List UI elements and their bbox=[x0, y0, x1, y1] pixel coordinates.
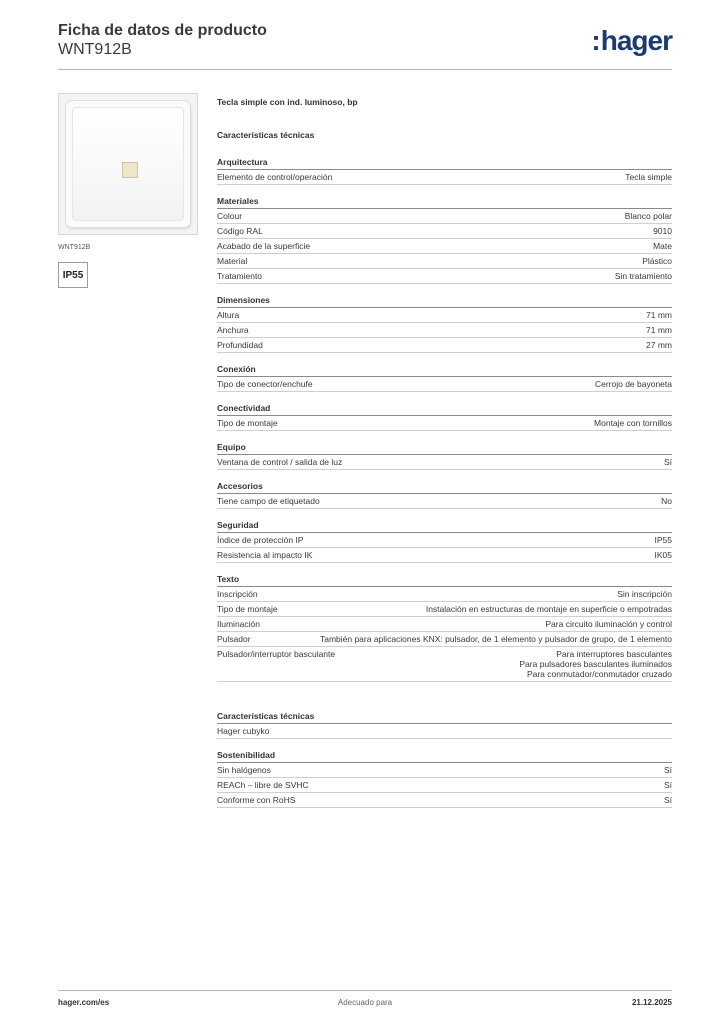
spec-group-title: Características técnicas bbox=[217, 711, 672, 724]
spec-value: Para interruptores basculantes Para pulsadores basculantes iluminados Para conmutador/conmutador cruzado bbox=[519, 649, 672, 679]
page-title: Ficha de datos de producto bbox=[58, 22, 267, 39]
spec-row bbox=[217, 587, 672, 602]
product-name: Tecla simple con ind. luminoso, bp bbox=[217, 97, 358, 107]
spec-group-title: Seguridad bbox=[217, 520, 672, 533]
spec-label: Altura bbox=[217, 310, 240, 320]
spec-value: Sí bbox=[663, 780, 672, 790]
spec-value: 71 mm bbox=[646, 325, 672, 335]
spec-value: Sí bbox=[663, 795, 672, 805]
spec-group-title: Arquitectura bbox=[217, 157, 672, 170]
spec-row bbox=[217, 254, 672, 269]
switch-rocker bbox=[72, 107, 184, 221]
spec-label: Hager cubyko bbox=[217, 726, 270, 736]
spec-label: Índice de protección IP bbox=[217, 535, 304, 545]
spec-value: Montaje con tornillos bbox=[594, 418, 672, 428]
spec-label: Código RAL bbox=[217, 226, 263, 236]
spec-row bbox=[217, 647, 672, 682]
spec-content bbox=[217, 97, 672, 819]
product-code: WNT912B bbox=[58, 41, 132, 58]
spec-value: Para circuito iluminación y control bbox=[545, 619, 672, 629]
spec-value: Sí bbox=[663, 765, 672, 775]
spec-group bbox=[217, 442, 672, 470]
spec-value: 71 mm bbox=[646, 310, 672, 320]
spec-value: Tecla simple bbox=[625, 172, 672, 182]
spec-row bbox=[217, 548, 672, 563]
spec-row bbox=[217, 416, 672, 431]
spec-value: IK05 bbox=[654, 550, 672, 560]
spec-value: Instalación en estructuras de montaje en superficie o empotradas bbox=[425, 604, 672, 614]
spec-label: Conforme con RoHS bbox=[217, 795, 296, 805]
spec-label: REACh – libre de SVHC bbox=[217, 780, 309, 790]
hager-logo bbox=[591, 26, 672, 56]
spec-value: Mate bbox=[653, 241, 672, 251]
spec-group bbox=[217, 750, 672, 808]
spec-group bbox=[217, 711, 672, 739]
spec-label: Tipo de montaje bbox=[217, 604, 278, 614]
spec-label: Material bbox=[217, 256, 248, 266]
spec-group-title: Conectividad bbox=[217, 403, 672, 416]
image-caption: WNT912B bbox=[58, 244, 91, 251]
spec-row bbox=[217, 455, 672, 470]
spec-row bbox=[217, 269, 672, 284]
footer-date: 21.12.2025 bbox=[631, 998, 672, 1007]
spec-label: Acabado de la superficie bbox=[217, 241, 311, 251]
spec-label: Elemento de control/operación bbox=[217, 172, 333, 182]
spec-value: Blanco polar bbox=[624, 211, 672, 221]
ip-rating-badge: IP55 bbox=[58, 262, 88, 288]
spec-row bbox=[217, 338, 672, 353]
section-spacer bbox=[217, 693, 672, 711]
spec-groups bbox=[217, 157, 672, 682]
spec-label: Anchura bbox=[217, 325, 249, 335]
spec-row bbox=[217, 323, 672, 338]
spec-value: IP55 bbox=[654, 535, 672, 545]
spec-groups-secondary bbox=[217, 711, 672, 808]
spec-group bbox=[217, 574, 672, 682]
spec-label: Tratamiento bbox=[217, 271, 263, 281]
spec-row bbox=[217, 778, 672, 793]
spec-row bbox=[217, 763, 672, 778]
spec-row bbox=[217, 602, 672, 617]
spec-label: Tipo de montaje bbox=[217, 418, 278, 428]
spec-value: Sí bbox=[663, 457, 672, 467]
spec-group bbox=[217, 364, 672, 392]
spec-group-title: Sostenibilidad bbox=[217, 750, 672, 763]
spec-row bbox=[217, 209, 672, 224]
logo-text: hager bbox=[600, 25, 672, 56]
switch-plate-illustration bbox=[66, 101, 190, 227]
spec-value: También para aplicaciones KNX: pulsador, de 1 elemento y pulsador de grupo, de 1 elemento bbox=[319, 634, 672, 644]
page-footer bbox=[58, 990, 672, 1007]
spec-group-title: Materiales bbox=[217, 196, 672, 209]
spec-label: Iluminación bbox=[217, 619, 260, 629]
spec-row bbox=[217, 793, 672, 808]
spec-row bbox=[217, 632, 672, 647]
spec-label: Tiene campo de etiquetado bbox=[217, 496, 320, 506]
spec-label: Pulsador bbox=[217, 634, 251, 644]
spec-group-title: Texto bbox=[217, 574, 672, 587]
spec-group bbox=[217, 481, 672, 509]
spec-label: Resistencia al impacto IK bbox=[217, 550, 313, 560]
spec-row bbox=[217, 239, 672, 254]
spec-row bbox=[217, 617, 672, 632]
spec-group-title: Conexión bbox=[217, 364, 672, 377]
specs-heading: Características técnicas bbox=[217, 130, 315, 140]
spec-group bbox=[217, 520, 672, 563]
spec-label: Pulsador/interruptor basculante bbox=[217, 649, 336, 659]
spec-group bbox=[217, 403, 672, 431]
spec-value: 27 mm bbox=[646, 340, 672, 350]
spec-row bbox=[217, 494, 672, 509]
spec-row bbox=[217, 170, 672, 185]
spec-group bbox=[217, 196, 672, 284]
logo-prefix: : bbox=[591, 25, 600, 56]
spec-row bbox=[217, 224, 672, 239]
spec-value: Sin tratamiento bbox=[614, 271, 672, 281]
spec-row bbox=[217, 308, 672, 323]
spec-value: Cerrojo de bayoneta bbox=[594, 379, 672, 389]
spec-label: Ventana de control / salida de luz bbox=[217, 457, 343, 467]
spec-group-title: Equipo bbox=[217, 442, 672, 455]
spec-group-title: Accesorios bbox=[217, 481, 672, 494]
indicator-window bbox=[122, 162, 138, 178]
spec-label: Colour bbox=[217, 211, 243, 221]
spec-label: Sin halógenos bbox=[217, 765, 271, 775]
footer-website: hager.com/es bbox=[58, 998, 110, 1007]
spec-value: Sin inscripción bbox=[617, 589, 672, 599]
spec-row bbox=[217, 724, 672, 739]
spec-label: Inscripción bbox=[217, 589, 258, 599]
spec-row bbox=[217, 533, 672, 548]
product-image bbox=[58, 93, 198, 235]
spec-group bbox=[217, 157, 672, 185]
spec-value: 9010 bbox=[653, 226, 672, 236]
spec-group-title: Dimensiones bbox=[217, 295, 672, 308]
page-header bbox=[58, 22, 672, 70]
footer-center-text: Adecuado para bbox=[337, 998, 393, 1007]
spec-group bbox=[217, 295, 672, 353]
spec-label: Tipo de conector/enchufe bbox=[217, 379, 313, 389]
spec-value: No bbox=[661, 496, 672, 506]
spec-value: Plástico bbox=[642, 256, 672, 266]
spec-row bbox=[217, 377, 672, 392]
spec-label: Profundidad bbox=[217, 340, 263, 350]
